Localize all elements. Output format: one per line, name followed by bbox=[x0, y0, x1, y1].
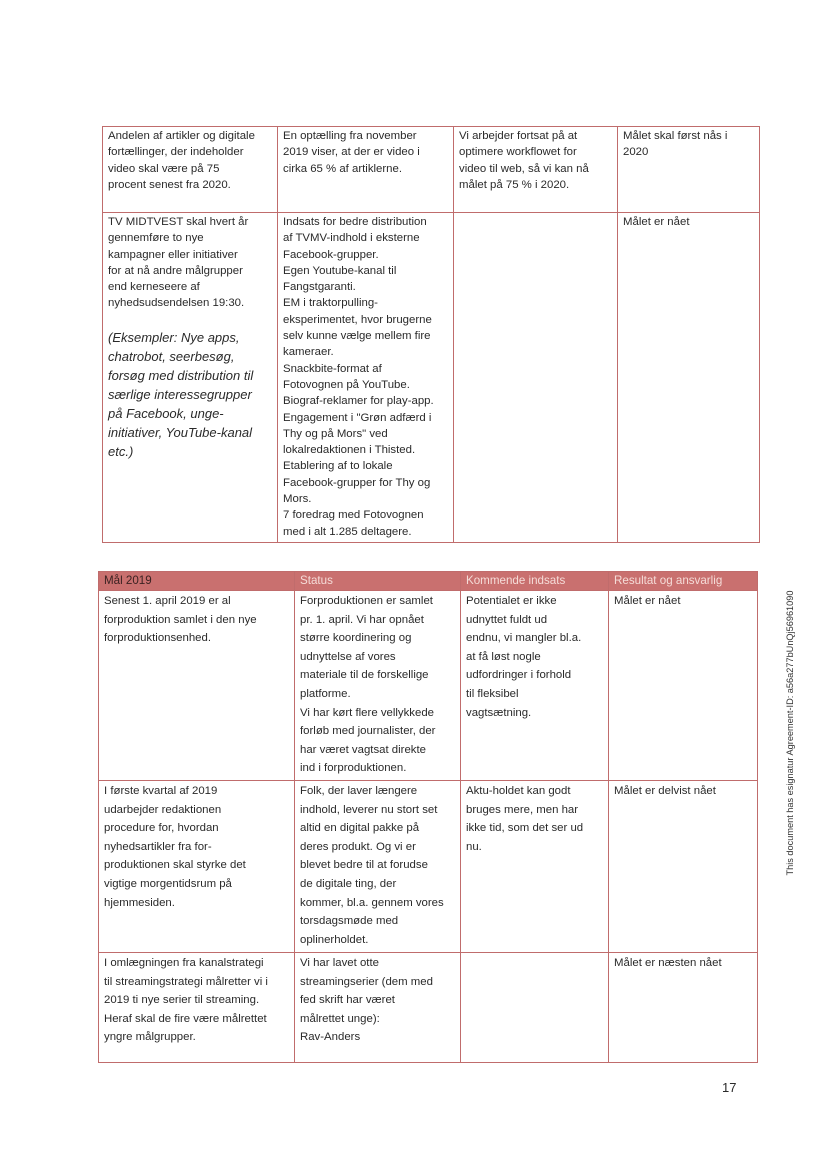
upcoming-cell bbox=[454, 127, 618, 213]
text-line: chatrobot, seerbesøg, bbox=[108, 348, 235, 364]
goal-cell bbox=[99, 780, 295, 952]
table-row bbox=[99, 780, 758, 952]
text-line: Facebook-grupper. bbox=[283, 248, 379, 261]
text-line: til streamingstrategi målretter vi i bbox=[104, 975, 268, 988]
header-result: Resultat og ansvarlig bbox=[609, 572, 758, 591]
text-line: blevet bedre til at forudse bbox=[300, 859, 428, 872]
text-line: Målet er nået bbox=[614, 595, 681, 607]
text-line: video til web, så vi kan nå bbox=[459, 162, 589, 175]
text-line: eksperimentet, hvor brugerne bbox=[283, 313, 432, 326]
text-line: forproduktion samlet i den nye bbox=[104, 613, 257, 626]
status-cell bbox=[295, 952, 461, 1062]
text-line: Vi har lavet otte bbox=[300, 956, 379, 969]
text-line: kommer, bl.a. gennem vores bbox=[300, 896, 444, 909]
text-line: initiativer, YouTube-kanal bbox=[108, 424, 253, 440]
text-line: bruges mere, men har bbox=[466, 803, 579, 816]
header-goal: Mål 2019 bbox=[99, 572, 295, 591]
text-line: på Facebook, unge- bbox=[108, 405, 224, 421]
goal-cell bbox=[103, 213, 278, 543]
text-line: Vi arbejder fortsat på at bbox=[459, 130, 578, 142]
text-line: Senest 1. april 2019 er al bbox=[104, 595, 231, 607]
table-header-row bbox=[99, 572, 758, 591]
text-line: ikke tid, som det ser ud bbox=[466, 822, 584, 835]
text-line: 2019 ti nye serier til streaming. bbox=[104, 994, 260, 1007]
text-line: Biograf-reklamer for play-app. bbox=[283, 395, 434, 408]
text-line: Forproduktionen er samlet bbox=[300, 595, 433, 607]
text-line: forsøg med distribution til bbox=[108, 367, 254, 383]
text-line: nyhedsudsendelsen 19:30. bbox=[108, 297, 245, 310]
result-cell bbox=[618, 213, 760, 543]
text-line: Potentialet er ikke bbox=[466, 595, 557, 607]
goals-2019-table bbox=[98, 571, 758, 1063]
upcoming-cell bbox=[454, 213, 618, 543]
text-line: materiale til de forskellige bbox=[300, 669, 429, 682]
text-line: Mors. bbox=[283, 493, 312, 506]
text-line: Egen Youtube-kanal til bbox=[283, 264, 397, 277]
text-line: cirka 65 % af artiklerne. bbox=[283, 162, 403, 175]
text-line: Målet skal først nås i bbox=[623, 130, 728, 142]
text-line: (Eksempler: Nye apps, bbox=[108, 329, 240, 345]
upcoming-cell bbox=[461, 591, 609, 781]
text-line: ind i forproduktionen. bbox=[300, 762, 407, 775]
text-line: udnyttelse af vores bbox=[300, 650, 396, 663]
text-line: Thy og på Mors" ved bbox=[283, 427, 388, 440]
upcoming-cell bbox=[461, 952, 609, 1062]
text-line: selv kunne vælge mellem fire bbox=[283, 330, 431, 343]
text-line: En optælling fra november bbox=[283, 130, 417, 142]
text-line: hjemmesiden. bbox=[104, 896, 175, 909]
text-line: lokalredaktionen i Thisted. bbox=[283, 444, 416, 457]
text-line: etc.) bbox=[108, 443, 134, 459]
text-line: altid en digital pakke på bbox=[300, 822, 420, 835]
text-line: 2020 bbox=[623, 146, 649, 159]
text-line: indhold, leverer nu stort set bbox=[300, 803, 438, 816]
text-line: større koordinering og bbox=[300, 632, 412, 645]
text-line: at få løst nogle bbox=[466, 650, 541, 663]
text-line: for at nå andre målgrupper bbox=[108, 264, 243, 277]
text-line: udnyttet fuldt ud bbox=[466, 613, 548, 626]
text-line: 7 foredrag med Fotovognen bbox=[283, 509, 424, 522]
text-line: kameraer. bbox=[283, 346, 334, 359]
status-cell bbox=[295, 780, 461, 952]
text-line: TV MIDTVEST skal hvert år bbox=[108, 216, 249, 228]
table-row bbox=[103, 127, 760, 213]
table-row bbox=[99, 952, 758, 1062]
text-line: har været vagtsat direkte bbox=[300, 743, 426, 756]
text-line: deres produkt. Og vi er bbox=[300, 840, 416, 853]
text-line: EM i traktorpulling- bbox=[283, 297, 378, 310]
text-line: særlige interessegrupper bbox=[108, 386, 252, 402]
goal-cell bbox=[99, 591, 295, 781]
text-line: med i alt 1.285 deltagere. bbox=[283, 525, 412, 538]
text-line: pr. 1. april. Vi har opnået bbox=[300, 613, 424, 626]
upcoming-cell bbox=[461, 780, 609, 952]
status-cell bbox=[295, 591, 461, 781]
table-row bbox=[103, 213, 760, 543]
text-line: Målet er delvist nået bbox=[614, 784, 716, 797]
result-cell bbox=[609, 952, 758, 1062]
text-line: 2019 viser, at der er video i bbox=[283, 146, 420, 159]
text-line: fed skrift har været bbox=[300, 994, 395, 1007]
text-line: endnu, vi mangler bl.a. bbox=[466, 632, 582, 645]
text-line: målrettet unge): bbox=[300, 1012, 380, 1025]
text-line: yngre målgrupper. bbox=[104, 1031, 196, 1044]
text-line: Indsats for bedre distribution bbox=[283, 216, 427, 228]
text-line: Etablering af to lokale bbox=[283, 460, 393, 473]
text-line: optimere workflowet for bbox=[459, 146, 577, 159]
text-line: torsdagsmøde med bbox=[300, 915, 399, 928]
goals-table-continued bbox=[102, 126, 760, 543]
text-line: af TVMV-indhold i eksterne bbox=[283, 232, 420, 245]
text-line: vagtsætning. bbox=[466, 706, 532, 719]
text-line: vigtige morgentidsrum på bbox=[104, 877, 232, 890]
goal-cell bbox=[99, 952, 295, 1062]
goal-cell bbox=[103, 127, 278, 213]
text-line: I første kvartal af 2019 bbox=[104, 784, 218, 797]
text-line: nyhedsartikler fra for- bbox=[104, 840, 212, 853]
text-line: fortællinger, der indeholder bbox=[108, 146, 244, 159]
text-line: Vi har kørt flere vellykkede bbox=[300, 706, 434, 719]
status-cell bbox=[278, 213, 454, 543]
text-line: Målet er næsten nået bbox=[614, 956, 722, 969]
text-line: Snackbite-format af bbox=[283, 362, 382, 375]
text-line: forløb med journalister, der bbox=[300, 725, 436, 738]
page-number: 17 bbox=[722, 1080, 737, 1095]
result-cell bbox=[609, 591, 758, 781]
text-line: gennemføre to nye bbox=[108, 232, 204, 245]
goal-examples bbox=[108, 328, 272, 461]
esignatur-text: This document has esignatur Agreement-ID: a56a277bUnQj56961090 bbox=[785, 590, 795, 876]
text-line: de digitale ting, der bbox=[300, 877, 397, 890]
status-cell bbox=[278, 127, 454, 213]
text-line: nu. bbox=[466, 840, 482, 853]
text-line: Engagement i "Grøn adfærd i bbox=[283, 411, 432, 424]
text-line: Heraf skal de fire være målrettet bbox=[104, 1012, 267, 1025]
header-status: Status bbox=[295, 572, 461, 591]
text-line: procent senest fra 2020. bbox=[108, 178, 231, 191]
text-line: Aktu-holdet kan godt bbox=[466, 784, 571, 797]
text-line: udarbejder redaktionen bbox=[104, 803, 222, 816]
text-line: produktionen skal styrke det bbox=[104, 859, 246, 872]
text-line: streamingserier (dem med bbox=[300, 975, 433, 988]
header-upcoming: Kommende indsats bbox=[461, 572, 609, 591]
text-line: Folk, der laver længere bbox=[300, 784, 418, 797]
text-line: udfordringer i forhold bbox=[466, 669, 572, 682]
text-line: Facebook-grupper for Thy og bbox=[283, 476, 431, 489]
text-line: video skal være på 75 bbox=[108, 162, 220, 175]
text-line: Målet er nået bbox=[623, 216, 690, 228]
text-line: kampagner eller initiativer bbox=[108, 248, 238, 261]
series-name-bold: Rav-Anders bbox=[300, 1031, 361, 1044]
table-row bbox=[99, 591, 758, 781]
text-line: til fleksibel bbox=[466, 687, 519, 700]
result-cell bbox=[618, 127, 760, 213]
text-line: Andelen af artikler og digitale bbox=[108, 130, 255, 142]
text-line: målet på 75 % i 2020. bbox=[459, 178, 570, 191]
result-cell bbox=[609, 780, 758, 952]
text-line: oplinerholdet. bbox=[300, 933, 369, 946]
text-line: Fangstgaranti. bbox=[283, 281, 356, 294]
text-line: I omlægningen fra kanalstrategi bbox=[104, 956, 264, 969]
text-line: Fotovognen på YouTube. bbox=[283, 378, 410, 391]
text-line: procedure for, hvordan bbox=[104, 822, 219, 835]
text-line: platforme. bbox=[300, 687, 351, 700]
text-line: forproduktionsenhed. bbox=[104, 632, 212, 645]
text-line: end kerneseere af bbox=[108, 281, 200, 294]
